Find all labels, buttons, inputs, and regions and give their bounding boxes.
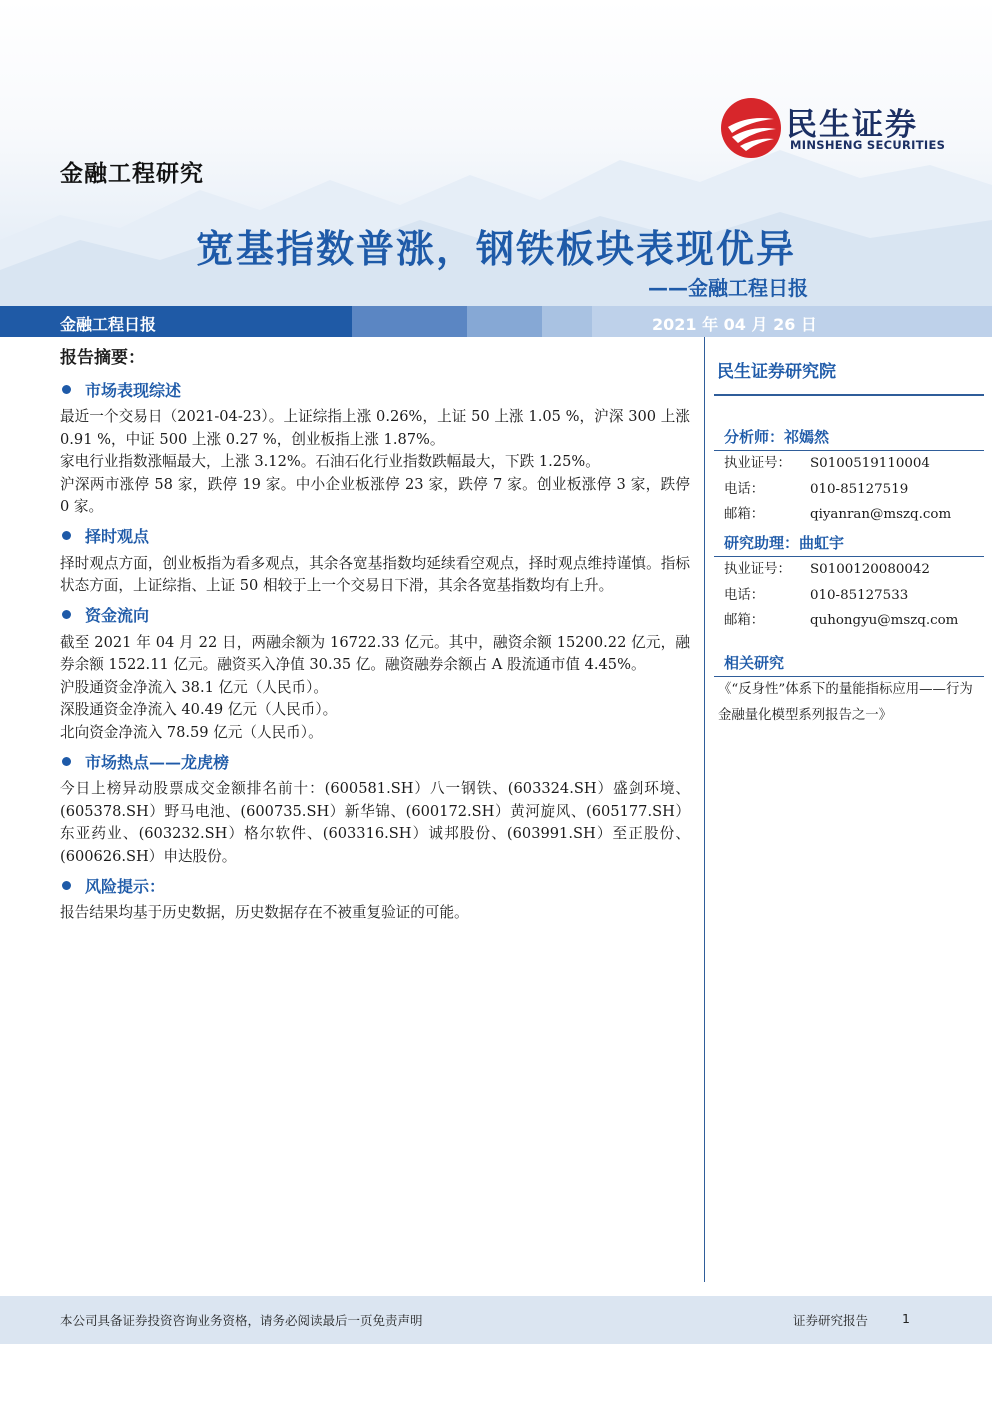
assistant-block <box>714 532 984 634</box>
info-row: 执业证号： S0100519110004 <box>724 456 930 471</box>
paragraph: 截至 2021 年 04 月 22 日，两融余额为 16722.33 亿元。其中，融资余额 15200.22 亿元，融券余额 1522.11 亿元。融资买入净值 30.35 亿。融资融券余额占 A 股流通市值 4.45%。 <box>60 633 690 673</box>
logo-english-name: MINSHENG SECURITIES <box>790 138 946 152</box>
section-fund-flow <box>60 604 690 745</box>
paragraph: 沪深两市涨停 58 家，跌停 19 家。中小企业板涨停 23 家，跌停 7 家。创业板涨停 3 家，跌停 0 家。 <box>60 475 690 515</box>
footer-disclaimer: 本公司具备证券投资咨询业务资格，请务必阅读最后一页免责声明 <box>60 1313 423 1328</box>
footer-doc-type: 证券研究报告 <box>793 1313 869 1328</box>
bullet-dot-icon <box>62 881 71 890</box>
info-row: 电话： 010-85127519 <box>724 481 909 497</box>
paragraph: 深股通资金净流入 40.49 亿元（人民币）。 <box>60 701 338 718</box>
abstract-column <box>60 343 690 925</box>
analyst-block <box>714 426 984 528</box>
paragraph: 家电行业指数涨幅最大，上涨 3.12%。石油石化行业指数跌幅最大，下跌 1.25%。 <box>60 453 600 470</box>
paragraph: 报告结果均基于历史数据，历史数据存在不被重复验证的可能。 <box>60 904 469 921</box>
logo-chinese-name: 民生证券 <box>786 107 918 143</box>
abstract-title: 报告摘要： <box>60 348 145 368</box>
assistant-title: 研究助理：曲虹宇 <box>724 534 845 553</box>
bullet-dot-icon <box>62 757 71 766</box>
institute-name: 民生证券研究院 <box>717 362 836 382</box>
minsheng-logo-icon <box>720 97 782 159</box>
paragraph: 最近一个交易日（2021-04-23）。上证综指上涨 0.26%，上证 50 上涨 1.05 %，沪深 300 上涨 0.91 %，中证 500 上涨 0.27 %，创业板指上涨 1.87%。 <box>60 408 690 448</box>
sidebar <box>714 357 984 729</box>
section-timing-view <box>60 525 690 598</box>
section-market-overview <box>60 378 690 519</box>
info-row: 邮箱： qiyanran@mszq.com <box>714 502 984 528</box>
section-heading: 择时观点 <box>85 527 150 546</box>
info-row: 邮箱： quhongyu@mszq.com <box>714 608 984 634</box>
divider <box>714 394 984 396</box>
email-link[interactable]: quhongyu@mszq.com <box>810 613 959 629</box>
section-dragon-tiger-list <box>60 750 690 868</box>
section-label: 金融工程研究 <box>60 161 204 187</box>
bullet-dot-icon <box>62 385 71 394</box>
paragraph: 沪股通资金净流入 38.1 亿元（人民币）。 <box>60 678 328 696</box>
info-row: 执业证号： S0100120080042 <box>724 562 930 578</box>
bullet-dot-icon <box>62 531 71 540</box>
band-report-type: 金融工程日报 <box>60 315 157 334</box>
page-number: 1 <box>902 1311 910 1326</box>
related-research-item[interactable]: 《“反身性”体系下的量能指标应用——行为金融量化模型系列报告之一》 <box>718 682 973 724</box>
section-heading: 资金流向 <box>85 606 150 625</box>
paragraph: 择时观点方面，创业板指为看多观点，其余各宽基指数均延续看空观点，择时观点维持谨慎。指标状态方面，上证综指、上证 50 相较于上一个交易日下滑，其余各宽基指数均有上升。 <box>60 554 690 594</box>
related-research-title: 相关研究 <box>724 654 785 673</box>
paragraph: 北向资金净流入 78.59 亿元（人民币）。 <box>60 723 323 741</box>
info-row: 电话： 010-85127533 <box>724 587 909 603</box>
analyst-title: 分析师：祁嫣然 <box>724 428 830 446</box>
bullet-dot-icon <box>62 610 71 619</box>
section-risk-warning <box>60 874 690 925</box>
section-heading: 市场表现综述 <box>85 380 182 400</box>
report-subtitle: ——金融工程日报 <box>648 276 808 300</box>
band-report-date: 2021 年 04 月 26 日 <box>652 315 817 334</box>
brand-logo <box>720 97 950 157</box>
email-link[interactable]: qiyanran@mszq.com <box>810 507 952 523</box>
footer <box>0 1296 992 1344</box>
column-divider <box>704 337 705 1282</box>
section-heading: 风险提示： <box>85 876 166 896</box>
related-research-block <box>714 652 984 729</box>
paragraph: 今日上榜异动股票成交金额排名前十：(600581.SH）八一钢铁、(603324.SH）盛剑环境、(605378.SH）野马电池、(600735.SH）新华锦、(600172.SH）黄河旋风、(605177.SH）东亚药业、(603232.SH）格尔软件、(603316.SH）诚邦股份、(603991.SH）至正股份、(600626.SH）申达股份。 <box>60 780 690 865</box>
section-heading: 市场热点——龙虎榜 <box>85 752 230 772</box>
report-title: 宽基指数普涨，钢铁板块表现优异 <box>195 227 796 271</box>
